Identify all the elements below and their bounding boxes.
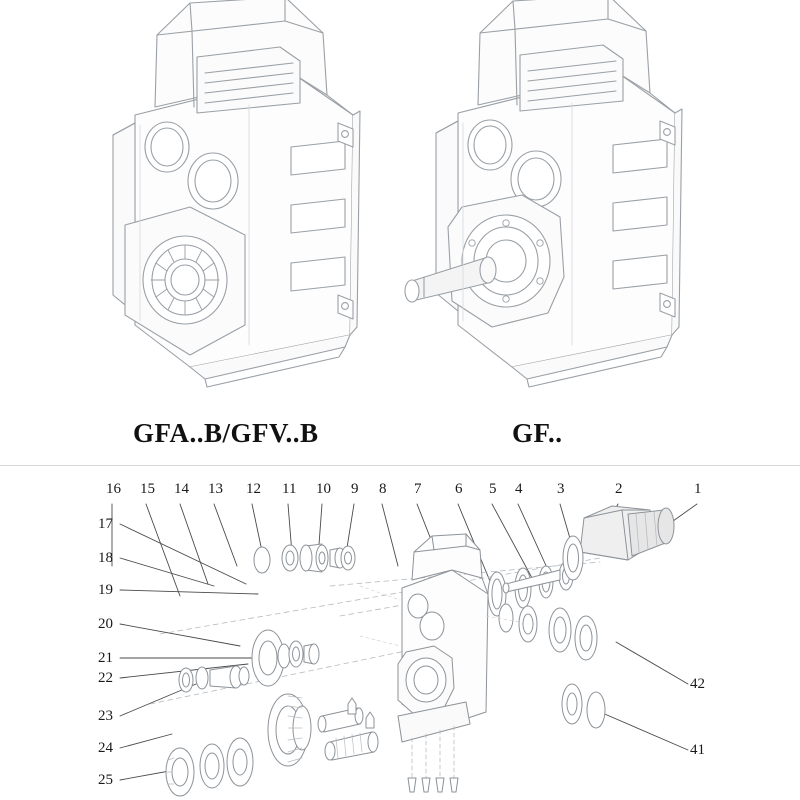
callout-16: 16 [106,481,121,497]
callout-2: 2 [615,481,623,497]
callout-9: 9 [351,481,359,497]
callout-21: 21 [98,650,113,666]
caption-gfa-gfv-b: GFA..B/GFV..B [133,418,319,448]
callout-19: 19 [98,582,113,598]
callout-18: 18 [98,550,113,566]
exploded-parts-illustration [0,466,800,800]
callout-20: 20 [98,616,113,632]
callout-25: 25 [98,772,113,788]
gearbox-gf-illustration [400,0,700,395]
callout-3: 3 [557,481,565,497]
callout-13: 13 [208,481,223,497]
callout-14: 14 [174,481,189,497]
caption-gf: GF.. [512,418,563,448]
callout-24: 24 [98,740,113,756]
callout-5: 5 [489,481,497,497]
callout-41: 41 [690,742,705,758]
callout-23: 23 [98,708,113,724]
callout-12: 12 [246,481,261,497]
callout-8: 8 [379,481,387,497]
callout-7: 7 [414,481,422,497]
callout-4: 4 [515,481,523,497]
callout-17: 17 [98,516,113,532]
callout-11: 11 [282,481,297,497]
callout-42: 42 [690,676,705,692]
callout-15: 15 [140,481,155,497]
callout-1: 1 [694,481,702,497]
callout-6: 6 [455,481,463,497]
exploded-view-area [0,466,800,800]
gearbox-gfa-gfv-b-illustration [95,0,385,395]
callout-10: 10 [316,481,331,497]
callout-22: 22 [98,670,113,686]
